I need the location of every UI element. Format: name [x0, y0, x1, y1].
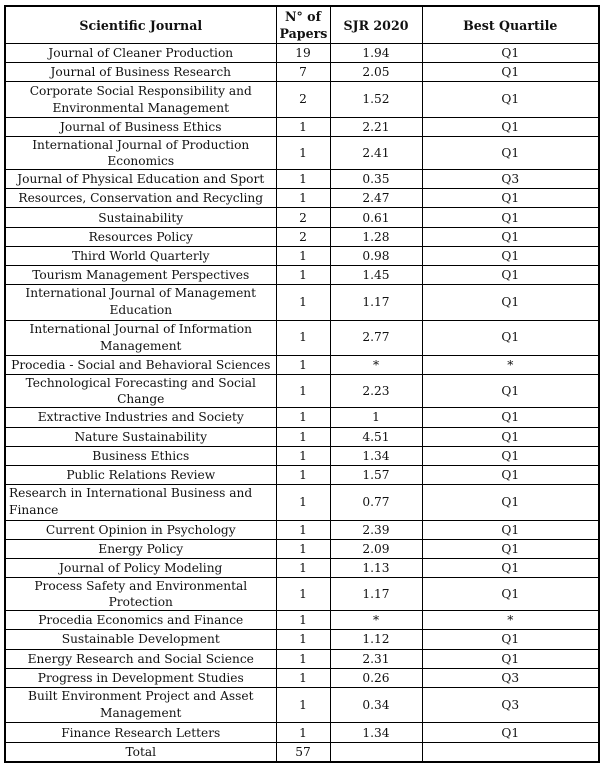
quartile-cell: Q1: [422, 630, 599, 649]
papers-cell: 1: [276, 427, 330, 446]
total-quartile: [422, 742, 599, 762]
sjr-cell: 0.98: [330, 246, 422, 265]
table-row: [5, 44, 599, 63]
total-row: [5, 742, 599, 762]
journal-cell: Resources Policy: [5, 227, 276, 246]
quartile-cell: Q3: [422, 687, 599, 723]
papers-cell: 19: [276, 44, 330, 63]
journal-cell: Journal of Physical Education and Sport: [5, 170, 276, 189]
papers-cell: 1: [276, 189, 330, 208]
papers-cell: 1: [276, 611, 330, 630]
journal-cell: Energy Research and Social Science: [5, 649, 276, 668]
header-papers: N° of Papers: [276, 6, 330, 44]
sjr-cell: 1.17: [330, 285, 422, 321]
quartile-cell: Q1: [422, 285, 599, 321]
journal-cell: Current Opinion in Psychology: [5, 520, 276, 539]
quartile-cell: Q1: [422, 375, 599, 408]
table-row: [5, 611, 599, 630]
papers-cell: 1: [276, 649, 330, 668]
quartile-cell: Q1: [422, 427, 599, 446]
papers-cell: 1: [276, 465, 330, 484]
journal-cell: Public Relations Review: [5, 465, 276, 484]
table-row: [5, 649, 599, 668]
sjr-cell: 2.77: [330, 320, 422, 356]
table-row: [5, 320, 599, 356]
quartile-cell: Q1: [422, 44, 599, 63]
table-row: [5, 285, 599, 321]
papers-cell: 1: [276, 668, 330, 687]
table-row: [5, 246, 599, 265]
journal-cell: Sustainability: [5, 208, 276, 227]
sjr-cell: 0.34: [330, 687, 422, 723]
papers-cell: 1: [276, 485, 330, 521]
journal-cell: Corporate Social Responsibility and Environmental Management: [5, 82, 276, 118]
journals-table: [4, 5, 600, 763]
sjr-cell: 1.45: [330, 266, 422, 285]
sjr-cell: 0.77: [330, 485, 422, 521]
sjr-cell: 1.57: [330, 465, 422, 484]
quartile-cell: Q1: [422, 559, 599, 578]
sjr-cell: *: [330, 356, 422, 375]
quartile-cell: Q3: [422, 668, 599, 687]
sjr-cell: 1.28: [330, 227, 422, 246]
quartile-cell: Q1: [422, 208, 599, 227]
quartile-cell: Q3: [422, 170, 599, 189]
quartile-cell: Q1: [422, 82, 599, 118]
sjr-cell: 0.61: [330, 208, 422, 227]
sjr-cell: 2.31: [330, 649, 422, 668]
papers-cell: 1: [276, 170, 330, 189]
quartile-cell: Q1: [422, 189, 599, 208]
sjr-cell: 1.94: [330, 44, 422, 63]
sjr-cell: 1: [330, 408, 422, 427]
total-papers: 57: [276, 742, 330, 762]
papers-cell: 1: [276, 375, 330, 408]
journal-cell: Journal of Business Ethics: [5, 117, 276, 136]
papers-cell: 1: [276, 320, 330, 356]
papers-cell: 1: [276, 246, 330, 265]
quartile-cell: *: [422, 611, 599, 630]
header-journal: Scientific Journal: [5, 6, 276, 44]
papers-cell: 7: [276, 63, 330, 82]
sjr-cell: *: [330, 611, 422, 630]
quartile-cell: Q1: [422, 465, 599, 484]
quartile-cell: Q1: [422, 649, 599, 668]
papers-cell: 1: [276, 266, 330, 285]
journal-cell: Research in International Business and Finance: [5, 485, 276, 521]
journal-cell: Process Safety and Environmental Protection: [5, 578, 276, 611]
journal-cell: International Journal of Management Education: [5, 285, 276, 321]
sjr-cell: 1.17: [330, 578, 422, 611]
sjr-cell: 2.39: [330, 520, 422, 539]
quartile-cell: Q1: [422, 446, 599, 465]
journal-cell: International Journal of Production Economics: [5, 137, 276, 170]
table-row: [5, 408, 599, 427]
sjr-cell: 0.26: [330, 668, 422, 687]
quartile-cell: Q1: [422, 246, 599, 265]
quartile-cell: Q1: [422, 227, 599, 246]
table-row: [5, 170, 599, 189]
quartile-cell: Q1: [422, 723, 599, 742]
table-row: [5, 630, 599, 649]
total-label: Total: [5, 742, 276, 762]
table-row: [5, 375, 599, 408]
papers-cell: 1: [276, 285, 330, 321]
quartile-cell: Q1: [422, 63, 599, 82]
quartile-cell: *: [422, 356, 599, 375]
journal-cell: Journal of Policy Modeling: [5, 559, 276, 578]
table-body: [5, 44, 599, 743]
sjr-cell: 1.34: [330, 723, 422, 742]
journal-cell: Nature Sustainability: [5, 427, 276, 446]
table-row: [5, 208, 599, 227]
sjr-cell: 2.41: [330, 137, 422, 170]
papers-cell: 2: [276, 82, 330, 118]
quartile-cell: Q1: [422, 117, 599, 136]
sjr-cell: 2.21: [330, 117, 422, 136]
quartile-cell: Q1: [422, 485, 599, 521]
quartile-cell: Q1: [422, 539, 599, 558]
sjr-cell: 4.51: [330, 427, 422, 446]
table-row: [5, 723, 599, 742]
journal-cell: Technological Forecasting and Social Change: [5, 375, 276, 408]
header-sjr: SJR 2020: [330, 6, 422, 44]
sjr-cell: 1.13: [330, 559, 422, 578]
journal-cell: Procedia - Social and Behavioral Sciences: [5, 356, 276, 375]
journal-cell: Built Environment Project and Asset Management: [5, 687, 276, 723]
table-row: [5, 137, 599, 170]
papers-cell: 2: [276, 227, 330, 246]
journal-cell: Progress in Development Studies: [5, 668, 276, 687]
table-row: [5, 578, 599, 611]
table-row: [5, 668, 599, 687]
journal-cell: Resources, Conservation and Recycling: [5, 189, 276, 208]
papers-cell: 1: [276, 630, 330, 649]
papers-cell: 1: [276, 559, 330, 578]
journal-cell: International Journal of Information Management: [5, 320, 276, 356]
quartile-cell: Q1: [422, 266, 599, 285]
journal-cell: Journal of Business Research: [5, 63, 276, 82]
total-sjr: [330, 742, 422, 762]
papers-cell: 1: [276, 137, 330, 170]
journal-cell: Energy Policy: [5, 539, 276, 558]
sjr-cell: 2.09: [330, 539, 422, 558]
table-row: [5, 266, 599, 285]
journal-cell: Procedia Economics and Finance: [5, 611, 276, 630]
journal-cell: Tourism Management Perspectives: [5, 266, 276, 285]
quartile-cell: Q1: [422, 137, 599, 170]
sjr-cell: 2.23: [330, 375, 422, 408]
table-row: [5, 446, 599, 465]
papers-cell: 1: [276, 578, 330, 611]
quartile-cell: Q1: [422, 520, 599, 539]
table-row: [5, 63, 599, 82]
papers-cell: 2: [276, 208, 330, 227]
papers-cell: 1: [276, 446, 330, 465]
sjr-cell: 1.12: [330, 630, 422, 649]
table-row: [5, 189, 599, 208]
journal-cell: Third World Quarterly: [5, 246, 276, 265]
table-row: [5, 82, 599, 118]
journal-cell: Extractive Industries and Society: [5, 408, 276, 427]
papers-cell: 1: [276, 356, 330, 375]
sjr-cell: 1.34: [330, 446, 422, 465]
sjr-cell: 1.52: [330, 82, 422, 118]
table-row: [5, 485, 599, 521]
papers-cell: 1: [276, 723, 330, 742]
table-row: [5, 356, 599, 375]
papers-cell: 1: [276, 520, 330, 539]
papers-cell: 1: [276, 687, 330, 723]
table-row: [5, 539, 599, 558]
papers-cell: 1: [276, 408, 330, 427]
table-row: [5, 227, 599, 246]
sjr-cell: 2.47: [330, 189, 422, 208]
table-row: [5, 687, 599, 723]
table-row: [5, 520, 599, 539]
papers-cell: 1: [276, 117, 330, 136]
papers-cell: 1: [276, 539, 330, 558]
header-row: [5, 6, 599, 44]
sjr-cell: 0.35: [330, 170, 422, 189]
table-row: [5, 427, 599, 446]
table-row: [5, 117, 599, 136]
quartile-cell: Q1: [422, 408, 599, 427]
sjr-cell: 2.05: [330, 63, 422, 82]
table-row: [5, 465, 599, 484]
header-quartile: Best Quartile: [422, 6, 599, 44]
quartile-cell: Q1: [422, 320, 599, 356]
journal-cell: Journal of Cleaner Production: [5, 44, 276, 63]
table-row: [5, 559, 599, 578]
quartile-cell: Q1: [422, 578, 599, 611]
journal-cell: Sustainable Development: [5, 630, 276, 649]
journal-cell: Business Ethics: [5, 446, 276, 465]
journal-cell: Finance Research Letters: [5, 723, 276, 742]
